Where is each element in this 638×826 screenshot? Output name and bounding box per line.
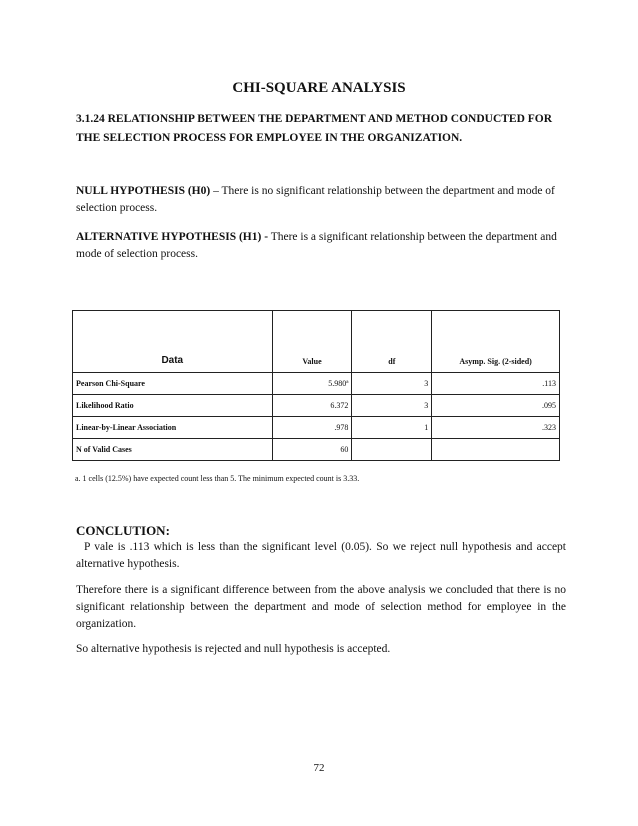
header-data: Data [73, 311, 273, 373]
table-row [73, 439, 560, 461]
row-sig: .113 [432, 373, 560, 395]
conclusion-paragraph-1: P vale is .113 which is less than the significant level (0.05). So we reject null hypothesis and accept alternative hypothesis. [76, 541, 566, 570]
row-label: Likelihood Ratio [73, 395, 273, 417]
header-value: Value [272, 311, 352, 373]
table-footnote: a. 1 cells (12.5%) have expected count less than 5. The minimum expected count is 3.33. [75, 474, 360, 483]
null-hypothesis-label: NULL HYPOTHESIS (H0) [76, 185, 211, 197]
table-row [73, 417, 560, 439]
conclusion-paragraph-2: Therefore there is a significant difference between from the above analysis we concluded that there is no significant relationship between the department and mode of selection method for employee in the organization. [76, 584, 566, 630]
row-value: 6.372 [272, 395, 352, 417]
row-sig: .323 [432, 417, 560, 439]
row-df [352, 439, 432, 461]
row-df: 3 [352, 373, 432, 395]
table-row [73, 395, 560, 417]
row-value: 5.980ª [272, 373, 352, 395]
row-label: Linear-by-Linear Association [73, 417, 273, 439]
alternative-hypothesis-label: ALTERNATIVE HYPOTHESIS (H1) - [76, 231, 269, 243]
row-value: .978 [272, 417, 352, 439]
conclusion-heading: CONCLUTION: [76, 523, 170, 538]
section-heading: 3.1.24 RELATIONSHIP BETWEEN THE DEPARTMENT AND METHOD CONDUCTED FOR THE SELECTION PROCESS FOR EMPLOYEE IN THE ORGANIZATION. [76, 113, 553, 144]
header-sig: Asymp. Sig. (2-sided) [432, 311, 560, 373]
page-title: CHI-SQUARE ANALYSIS [232, 80, 406, 96]
row-sig: .095 [432, 395, 560, 417]
row-df: 3 [352, 395, 432, 417]
alternative-hypothesis-text: There is a significant relationship between the department and mode of selection process. [76, 231, 557, 260]
header-df: df [352, 311, 432, 373]
alternative-hypothesis [76, 229, 566, 263]
chi-square-table [72, 310, 560, 461]
row-value: 60 [272, 439, 352, 461]
row-label: Pearson Chi-Square [73, 373, 273, 395]
row-sig [432, 439, 560, 461]
conclusion-paragraph-3: So alternative hypothesis is rejected and null hypothesis is accepted. [76, 643, 391, 655]
row-df: 1 [352, 417, 432, 439]
table-row [73, 373, 560, 395]
page-number: 72 [313, 762, 325, 774]
null-hypothesis [76, 183, 566, 217]
row-label: N of Valid Cases [73, 439, 273, 461]
table-header-row [73, 311, 560, 373]
null-hypothesis-text: – There is no significant relationship between the department and mode of selection process. [76, 185, 555, 214]
